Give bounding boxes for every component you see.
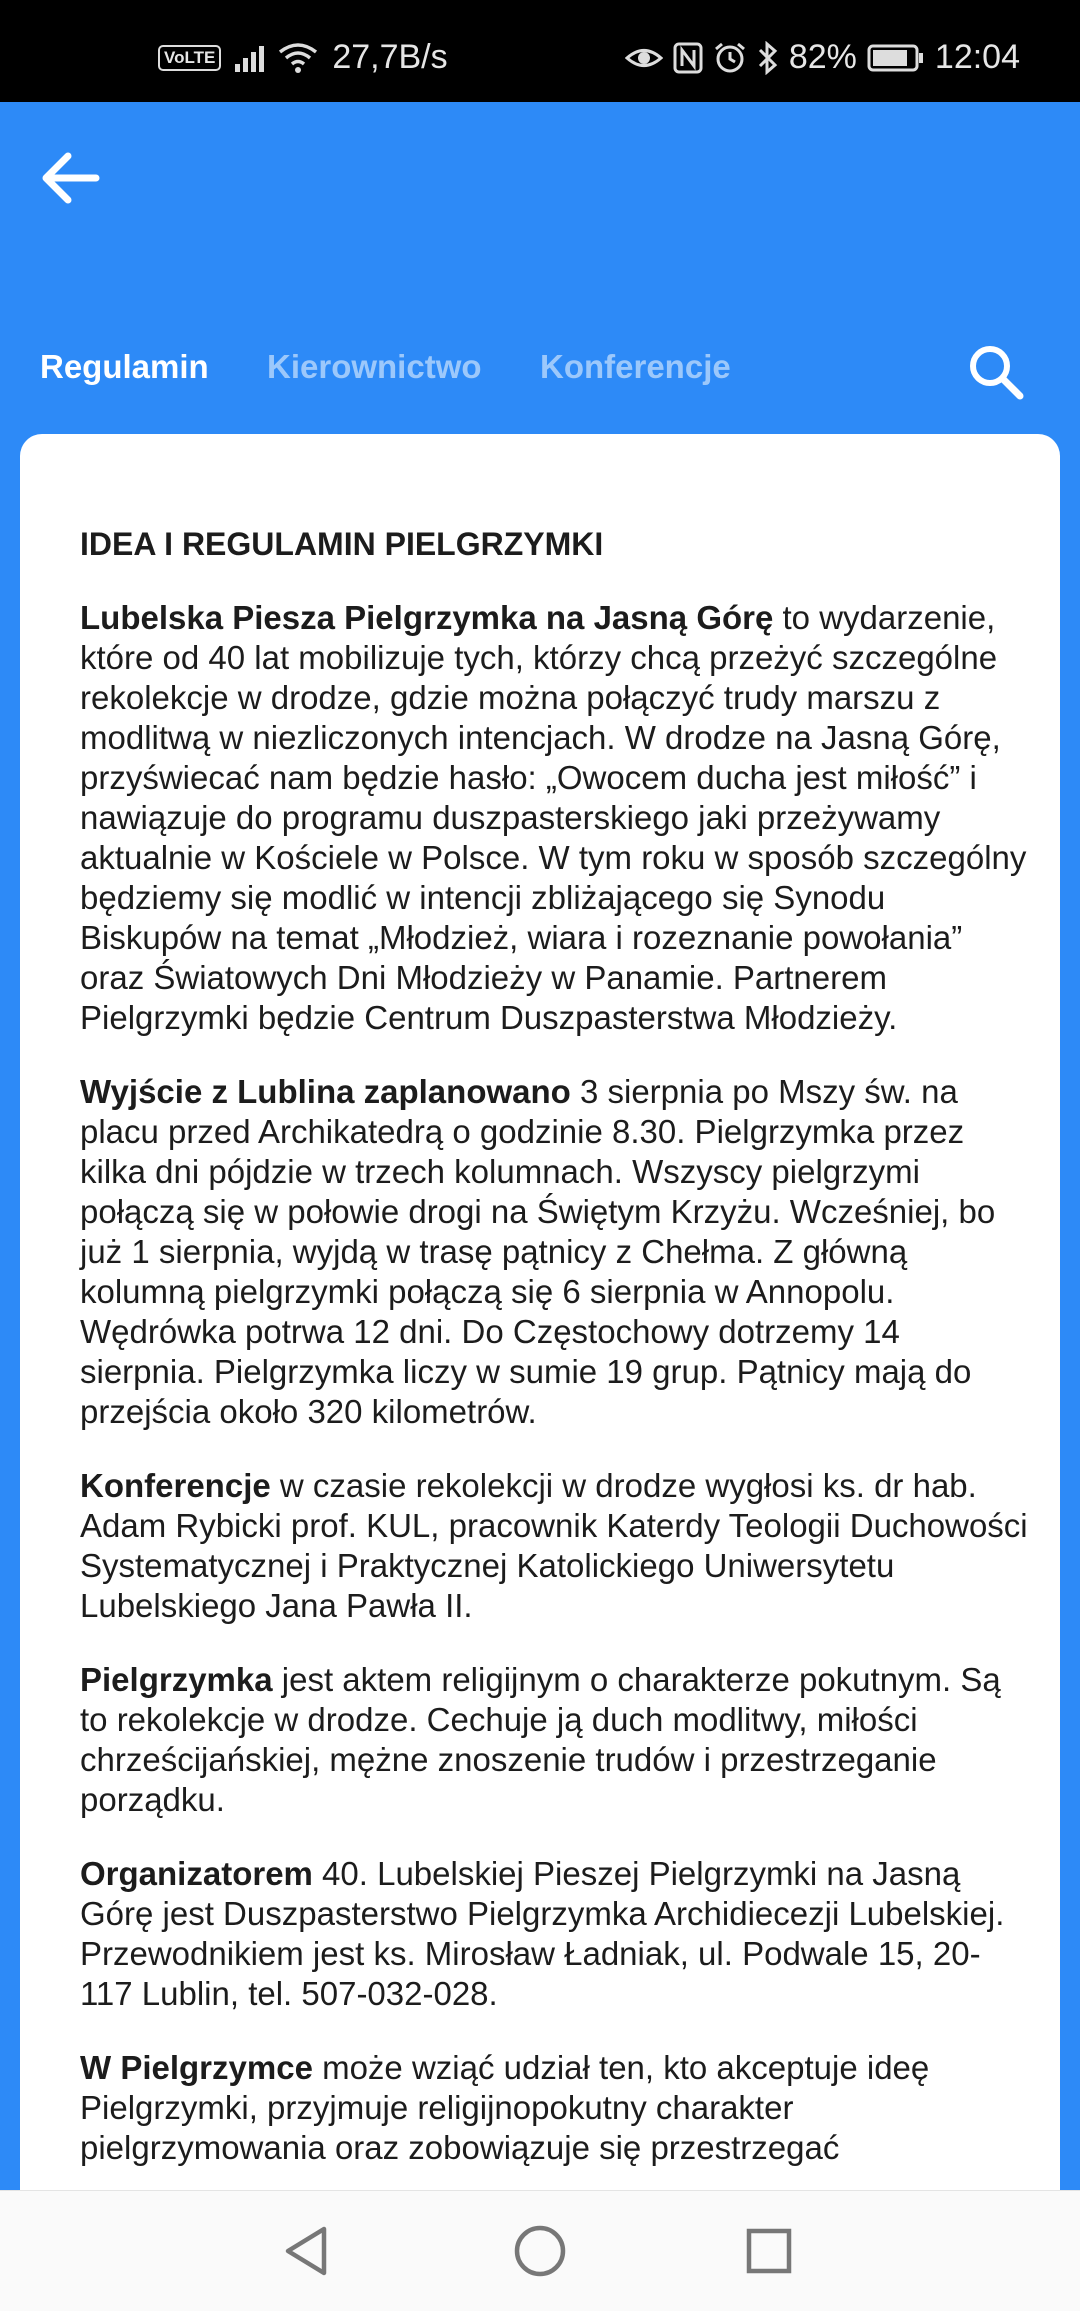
alarm-icon: [713, 41, 747, 75]
paragraph-lead: Pielgrzymka: [80, 1661, 273, 1698]
clock: 12:04: [934, 38, 1020, 76]
tab-kierownictwo[interactable]: Kierownictwo: [267, 348, 482, 385]
status-left: [158, 38, 448, 77]
section-heading: IDEA I REGULAMIN PIELGRZYMKI: [80, 526, 604, 562]
signal-icon: [235, 44, 264, 72]
wifi-icon: [278, 42, 318, 74]
system-nav-bar: [0, 2190, 1080, 2311]
battery-percent: 82%: [788, 38, 857, 76]
paragraph-lead: Lubelska Piesza Pielgrzymka na Jasną Górę: [80, 599, 774, 636]
regulations-text: [80, 524, 1030, 2194]
battery-icon: [867, 43, 925, 73]
tab-konferencje[interactable]: Konferencje: [540, 348, 731, 385]
paragraph-body: 40. Lubelskiej Pieszej Pielgrzymki na Jasną Górę jest Duszpasterstwo Pielgrzymka Archidiecezji Lubelskiej. Przewodnikiem jest ks. Mirosław Ładniak, ul. Podwale 15, 20-117 Lublin, tel. 507-032-028.: [80, 1855, 1005, 2012]
paragraph-body: 3 sierpnia po Mszy św. na placu przed Archikatedrą o godzinie 8.30. Pielgrzymka przez kilka dni pójdzie w trzech kolumnach. Wszyscy pielgrzymi połączą się w połowie drogi na Świętym Krzyżu. Wcześniej, bo już 1 sierpnia, wyjdą w trasę pątnicy z Chełma. Z główną kolumną pielgrzymki połączą się 6 sierpnia w Annopolu. Wędrówka potrwa 12 dni. Do Częstochowy dotrzemy 14 sierpnia. Pielgrzymka liczy w sumie 19 grup. Pątnicy mają do przejścia około 320 kilometrów.: [80, 1073, 996, 1430]
content-card[interactable]: [20, 434, 1060, 2194]
back-triangle-icon[interactable]: [278, 2221, 338, 2281]
paragraph: [80, 1854, 1030, 2014]
paragraph: [80, 2048, 1030, 2168]
eye-icon: [625, 43, 663, 73]
paragraph-body: jest aktem religijnym o charakterze pokutnym. Są to rekolekcje w drodze. Cechuje ją duch modlitwy, miłości chrześcijańskiej, mężne znoszenie trudów i przestrzeganie porządku.: [80, 1661, 1001, 1818]
status-bar: [0, 0, 1080, 102]
network-speed: 27,7B/s: [332, 38, 448, 76]
paragraph-lead: Konferencje: [80, 1467, 271, 1504]
volte-icon: VoLTE: [158, 45, 221, 71]
paragraph: [80, 598, 1030, 1038]
paragraph-lead: W Pielgrzymce: [80, 2049, 313, 2086]
back-arrow-icon[interactable]: [36, 142, 108, 214]
nfc-icon: [673, 42, 703, 74]
paragraph: [80, 1466, 1030, 1626]
recents-square-icon[interactable]: [739, 2221, 799, 2281]
paragraph-body: to wydarzenie, które od 40 lat mobilizuje tych, którzy chcą przeżyć szczególne rekolekcje w drodze, gdzie można połączyć trudy marszu z modlitwą w niezliczonych intencjach. W drodze na Jasną Górę, przyświecać nam będzie hasło: „Owocem ducha jest miłość” i nawiązuje do programu duszpasterskiego jaki przeżywamy aktualnie w Kościele w Polsce. W tym roku w sposób szczególny będziemy się modlić w intencji zbliżającego się Synodu Biskupów na temat „Młodzież, wiara i rozeznanie powołania” oraz Światowych Dni Młodzieży w Panamie. Partnerem Pielgrzymki będzie Centrum Duszpasterstwa Młodzieży.: [80, 599, 1027, 1036]
paragraph-body: w czasie rekolekcji w drodze wygłosi ks. dr hab. Adam Rybicki prof. KUL, pracownik Katerdy Teologii Duchowości Systematycznej i Praktycznej Katolickiego Uniwersytetu Lubelskiego Jana Pawła II.: [80, 1467, 1028, 1624]
paragraph-body: może wziąć udział ten, kto akceptuje ideę Pielgrzymki, przyjmuje religijnopokutny charakter pielgrzymowania oraz zobowiązuje się przestrzegać: [80, 2049, 930, 2166]
search-icon[interactable]: [966, 342, 1026, 402]
paragraph: [80, 1660, 1030, 1820]
tab-regulamin[interactable]: Regulamin: [40, 348, 209, 385]
paragraph-lead: Wyjście z Lublina zaplanowano: [80, 1073, 571, 1110]
status-right: [625, 38, 1020, 77]
tab-bar: [0, 342, 1080, 422]
bluetooth-icon: [757, 41, 779, 75]
app-bar: [0, 102, 1080, 432]
paragraph: [80, 1072, 1030, 1432]
home-circle-icon[interactable]: [510, 2221, 570, 2281]
paragraph-lead: Organizatorem: [80, 1855, 313, 1892]
